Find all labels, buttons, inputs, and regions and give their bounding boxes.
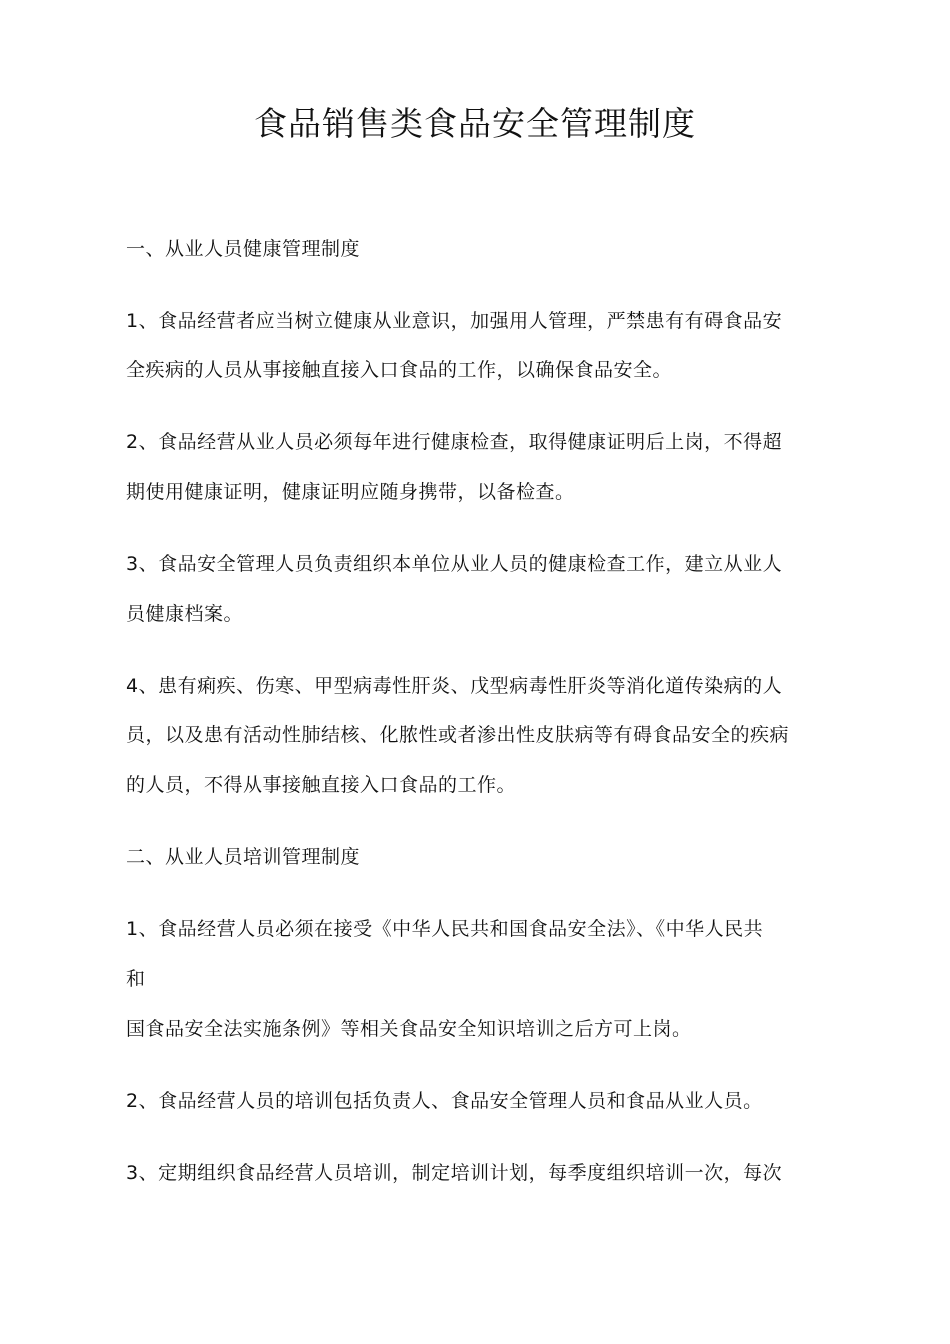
paragraph-line: 1、食品经营者应当树立健康从业意识，加强用人管理，严禁患有有碍食品安 — [126, 310, 783, 332]
paragraph-line: 2、食品经营从业人员必须每年进行健康检查，取得健康证明后上岗，不得超 — [126, 431, 783, 453]
paragraph-line: 4、患有痢疾、伤寒、甲型病毒性肝炎、戊型病毒性肝炎等消化道传染病的人 — [126, 675, 783, 697]
paragraph-line: 员健康档案。 — [126, 603, 244, 625]
paragraph-line: 全疾病的人员从事接触直接入口食品的工作，以确保食品安全。 — [126, 359, 673, 381]
section-heading-2: 二、从业人员培训管理制度 — [126, 846, 361, 868]
paragraph-line: 的人员，不得从事接触直接入口食品的工作。 — [126, 774, 517, 796]
paragraph-line: 和 — [126, 968, 146, 990]
paragraph-line: 期使用健康证明，健康证明应随身携带，以备检查。 — [126, 481, 575, 503]
paragraph-line: 国食品安全法实施条例》等相关食品安全知识培训之后方可上岗。 — [126, 1018, 692, 1040]
section-heading-1: 一、从业人员健康管理制度 — [126, 238, 361, 260]
paragraph-line: 2、食品经营人员的培训包括负责人、食品安全管理人员和食品从业人员。 — [126, 1090, 763, 1112]
paragraph-line: 员，以及患有活动性肺结核、化脓性或者渗出性皮肤病等有碍食品安全的疾病 — [126, 724, 790, 746]
paragraph-line: 3、定期组织食品经营人员培训，制定培训计划，每季度组织培训一次，每次 — [126, 1162, 783, 1184]
paragraph-line: 1、食品经营人员必须在接受《中华人民共和国食品安全法》、《中华人民共 — [126, 918, 764, 940]
document-title: 食品销售类食品安全管理制度 — [254, 104, 696, 143]
paragraph-line: 3、食品安全管理人员负责组织本单位从业人员的健康检查工作，建立从业人 — [126, 553, 783, 575]
